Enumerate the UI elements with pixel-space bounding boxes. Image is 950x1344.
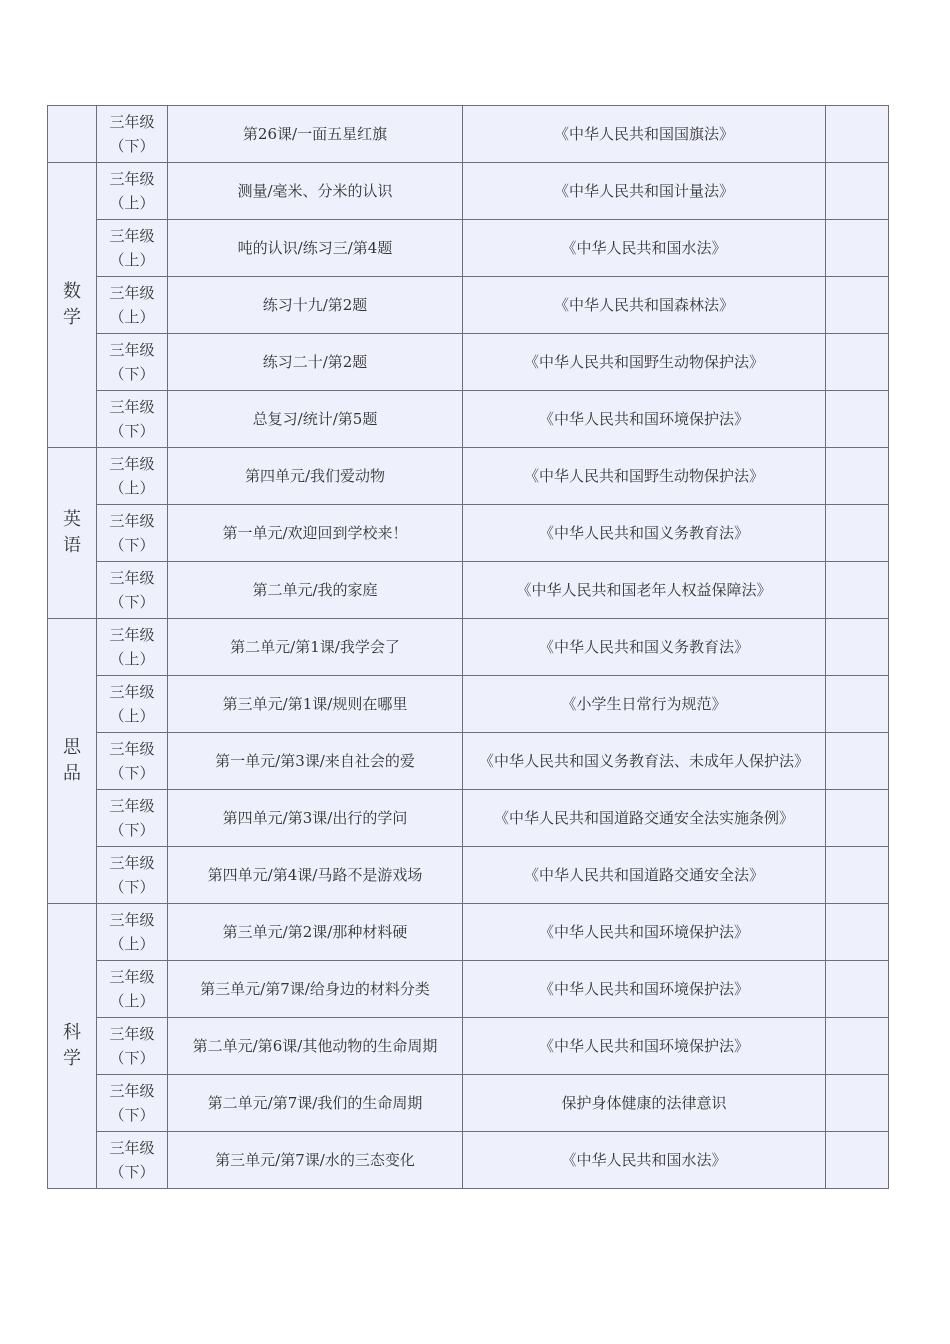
grade-label: 三年级 [109, 854, 155, 872]
grade-cell [97, 676, 168, 733]
table-body [48, 106, 889, 1189]
note-cell [826, 733, 889, 790]
term-label: （下） [109, 1106, 155, 1124]
note-cell [826, 277, 889, 334]
table-row [48, 676, 889, 733]
lesson-cell: 第二单元/我的家庭 [168, 562, 463, 619]
subject-cell [48, 106, 97, 163]
lesson-cell: 第三单元/第7课/水的三态变化 [168, 1132, 463, 1189]
grade-label: 三年级 [109, 569, 155, 587]
lesson-cell: 第四单元/我们爱动物 [168, 448, 463, 505]
subject-cell [48, 163, 97, 448]
table-row [48, 619, 889, 676]
lesson-cell: 第一单元/第3课/来自社会的爱 [168, 733, 463, 790]
lesson-cell: 测量/毫米、分米的认识 [168, 163, 463, 220]
subject-cell [48, 448, 97, 619]
term-label: （下） [109, 1163, 155, 1181]
table-row [48, 562, 889, 619]
law-cell: 《中华人民共和国国旗法》 [463, 106, 826, 163]
term-label: （上） [109, 308, 155, 326]
note-cell [826, 904, 889, 961]
note-cell [826, 220, 889, 277]
grade-label: 三年级 [109, 398, 155, 416]
table-row [48, 277, 889, 334]
lesson-cell: 第26课/一面五星红旗 [168, 106, 463, 163]
grade-cell [97, 505, 168, 562]
term-label: （下） [109, 593, 155, 611]
term-label: （上） [109, 479, 155, 497]
table-row [48, 1132, 889, 1189]
note-cell [826, 676, 889, 733]
table-row [48, 334, 889, 391]
note-cell [826, 1018, 889, 1075]
grade-label: 三年级 [109, 170, 155, 188]
grade-label: 三年级 [109, 1139, 155, 1157]
table-row [48, 1075, 889, 1132]
note-cell [826, 847, 889, 904]
term-label: （下） [109, 821, 155, 839]
law-cell: 《中华人民共和国野生动物保护法》 [463, 448, 826, 505]
note-cell [826, 619, 889, 676]
note-cell [826, 562, 889, 619]
law-cell: 《中华人民共和国水法》 [463, 220, 826, 277]
grade-cell [97, 904, 168, 961]
grade-label: 三年级 [109, 227, 155, 245]
term-label: （上） [109, 992, 155, 1010]
lesson-cell: 第四单元/第4课/马路不是游戏场 [168, 847, 463, 904]
grade-label: 三年级 [109, 740, 155, 758]
lesson-cell: 第三单元/第1课/规则在哪里 [168, 676, 463, 733]
term-label: （下） [109, 1049, 155, 1067]
grade-cell [97, 619, 168, 676]
lesson-cell: 第一单元/欢迎回到学校来！ [168, 505, 463, 562]
note-cell [826, 448, 889, 505]
subject-name: 数学 [63, 281, 81, 328]
law-cell: 《中华人民共和国森林法》 [463, 277, 826, 334]
table-row [48, 904, 889, 961]
table-row [48, 847, 889, 904]
table-row [48, 505, 889, 562]
law-cell: 《中华人民共和国环境保护法》 [463, 961, 826, 1018]
law-cell: 《中华人民共和国道路交通安全法》 [463, 847, 826, 904]
lesson-cell: 吨的认识/练习三/第4题 [168, 220, 463, 277]
term-label: （上） [109, 251, 155, 269]
grade-cell [97, 1018, 168, 1075]
note-cell [826, 106, 889, 163]
table-row [48, 391, 889, 448]
lesson-cell: 第二单元/第1课/我学会了 [168, 619, 463, 676]
grade-cell [97, 277, 168, 334]
grade-label: 三年级 [109, 284, 155, 302]
table-row [48, 220, 889, 277]
law-cell: 《中华人民共和国野生动物保护法》 [463, 334, 826, 391]
grade-label: 三年级 [109, 683, 155, 701]
lesson-cell: 第三单元/第7课/给身边的材料分类 [168, 961, 463, 1018]
table-row [48, 106, 889, 163]
law-cell: 《中华人民共和国老年人权益保障法》 [463, 562, 826, 619]
lesson-cell: 第三单元/第2课/那种材料硬 [168, 904, 463, 961]
lesson-cell: 第二单元/第7课/我们的生命周期 [168, 1075, 463, 1132]
law-cell: 《中华人民共和国道路交通安全法实施条例》 [463, 790, 826, 847]
table-row [48, 448, 889, 505]
note-cell [826, 961, 889, 1018]
lesson-cell: 练习十九/第2题 [168, 277, 463, 334]
law-cell: 《中华人民共和国环境保护法》 [463, 391, 826, 448]
grade-label: 三年级 [109, 341, 155, 359]
grade-cell [97, 1075, 168, 1132]
lesson-cell: 总复习/统计/第5题 [168, 391, 463, 448]
curriculum-law-table [47, 105, 889, 1189]
law-cell: 《中华人民共和国环境保护法》 [463, 904, 826, 961]
table-row [48, 961, 889, 1018]
grade-cell [97, 334, 168, 391]
term-label: （下） [109, 365, 155, 383]
grade-cell [97, 448, 168, 505]
law-cell: 《中华人民共和国义务教育法》 [463, 619, 826, 676]
note-cell [826, 391, 889, 448]
grade-cell [97, 961, 168, 1018]
note-cell [826, 505, 889, 562]
subject-name: 科学 [63, 1022, 81, 1069]
grade-cell [97, 106, 168, 163]
grade-cell [97, 847, 168, 904]
note-cell [826, 163, 889, 220]
term-label: （下） [109, 764, 155, 782]
grade-cell [97, 790, 168, 847]
note-cell [826, 1075, 889, 1132]
law-cell: 《中华人民共和国环境保护法》 [463, 1018, 826, 1075]
grade-label: 三年级 [109, 1025, 155, 1043]
subject-name: 英语 [63, 509, 81, 556]
table-row [48, 790, 889, 847]
grade-cell [97, 163, 168, 220]
lesson-cell: 第四单元/第3课/出行的学问 [168, 790, 463, 847]
term-label: （下） [109, 137, 155, 155]
grade-label: 三年级 [109, 113, 155, 131]
grade-label: 三年级 [109, 512, 155, 530]
term-label: （下） [109, 878, 155, 896]
lesson-cell: 第二单元/第6课/其他动物的生命周期 [168, 1018, 463, 1075]
term-label: （上） [109, 650, 155, 668]
term-label: （下） [109, 536, 155, 554]
lesson-cell: 练习二十/第2题 [168, 334, 463, 391]
term-label: （上） [109, 194, 155, 212]
term-label: （上） [109, 707, 155, 725]
grade-cell [97, 1132, 168, 1189]
grade-cell [97, 562, 168, 619]
subject-name: 思品 [63, 737, 81, 784]
subject-cell [48, 904, 97, 1189]
subject-cell [48, 619, 97, 904]
term-label: （下） [109, 422, 155, 440]
grade-label: 三年级 [109, 626, 155, 644]
table-row [48, 163, 889, 220]
table-row [48, 1018, 889, 1075]
grade-label: 三年级 [109, 1082, 155, 1100]
grade-label: 三年级 [109, 968, 155, 986]
grade-label: 三年级 [109, 911, 155, 929]
table-row [48, 733, 889, 790]
law-cell: 《中华人民共和国义务教育法》 [463, 505, 826, 562]
law-cell: 《中华人民共和国计量法》 [463, 163, 826, 220]
note-cell [826, 334, 889, 391]
grade-cell [97, 391, 168, 448]
law-cell: 保护身体健康的法律意识 [463, 1075, 826, 1132]
grade-label: 三年级 [109, 797, 155, 815]
note-cell [826, 790, 889, 847]
term-label: （上） [109, 935, 155, 953]
grade-label: 三年级 [109, 455, 155, 473]
law-cell: 《中华人民共和国水法》 [463, 1132, 826, 1189]
law-cell: 《中华人民共和国义务教育法、未成年人保护法》 [463, 733, 826, 790]
grade-cell [97, 220, 168, 277]
grade-cell [97, 733, 168, 790]
note-cell [826, 1132, 889, 1189]
law-cell: 《小学生日常行为规范》 [463, 676, 826, 733]
